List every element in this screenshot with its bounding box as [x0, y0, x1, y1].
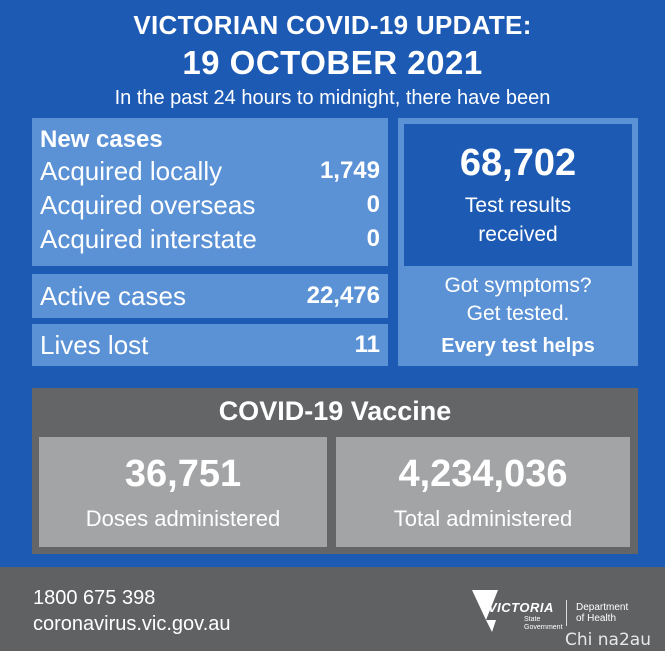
case-label: Acquired interstate: [40, 224, 257, 254]
tests-label: [404, 191, 632, 249]
logo-sub1: State: [524, 616, 541, 623]
new-cases-heading: New cases: [40, 126, 163, 153]
doses-card: [39, 437, 327, 547]
case-row-interstate: [40, 222, 380, 256]
page-title: VICTORIAN COVID-19 UPDATE:: [133, 10, 532, 40]
logo-subtext: [524, 616, 563, 632]
active-cases-panel: [32, 274, 388, 318]
symptoms-line2: Get tested.: [466, 302, 570, 325]
case-row-local: [40, 154, 380, 188]
tests-tagline: Every test helps: [441, 335, 595, 357]
logo-sub2: Government: [524, 624, 563, 631]
new-cases-panel: [32, 118, 388, 266]
tests-results-box: [404, 124, 632, 266]
total-label: Total administered: [393, 506, 573, 531]
lives-lost-panel: [32, 324, 388, 366]
footer-phone: 1800 675 398: [33, 587, 156, 609]
watermark: Chi na2au: [565, 630, 651, 650]
symptoms-message: [398, 272, 638, 360]
dept-of-health: [576, 602, 628, 624]
total-card: [336, 437, 630, 547]
doses-value: 36,751: [124, 453, 242, 495]
tests-label-line2: received: [478, 223, 558, 246]
logo-divider: [566, 600, 567, 626]
dept-line1: Department: [576, 602, 629, 613]
case-row-overseas: [40, 188, 380, 222]
dept-line2: of Health: [576, 613, 617, 624]
logo-text: VICTORIA: [488, 600, 554, 615]
case-label: Acquired overseas: [40, 190, 256, 220]
footer-url: coronavirus.vic.gov.au: [33, 613, 231, 635]
tests-value: 68,702: [459, 142, 577, 184]
case-value: 1,749: [319, 157, 380, 184]
case-value: 0: [366, 191, 380, 218]
page-subtitle: In the past 24 hours to midnight, there have been: [114, 87, 551, 109]
lives-lost-value: 11: [354, 331, 380, 358]
active-cases-value: 22,476: [306, 282, 380, 309]
case-label: Acquired locally: [40, 156, 223, 186]
symptoms-line1: Got symptoms?: [444, 274, 592, 297]
active-cases-label: Active cases: [40, 280, 186, 311]
lives-lost-label: Lives lost: [40, 329, 149, 360]
case-value: 0: [366, 225, 380, 252]
vaccine-title: COVID-19 Vaccine: [218, 396, 452, 426]
doses-label: Doses administered: [85, 506, 281, 531]
update-date: 19 OCTOBER 2021: [182, 44, 483, 81]
tests-label-line1: Test results: [464, 194, 572, 217]
total-value: 4,234,036: [398, 453, 568, 495]
